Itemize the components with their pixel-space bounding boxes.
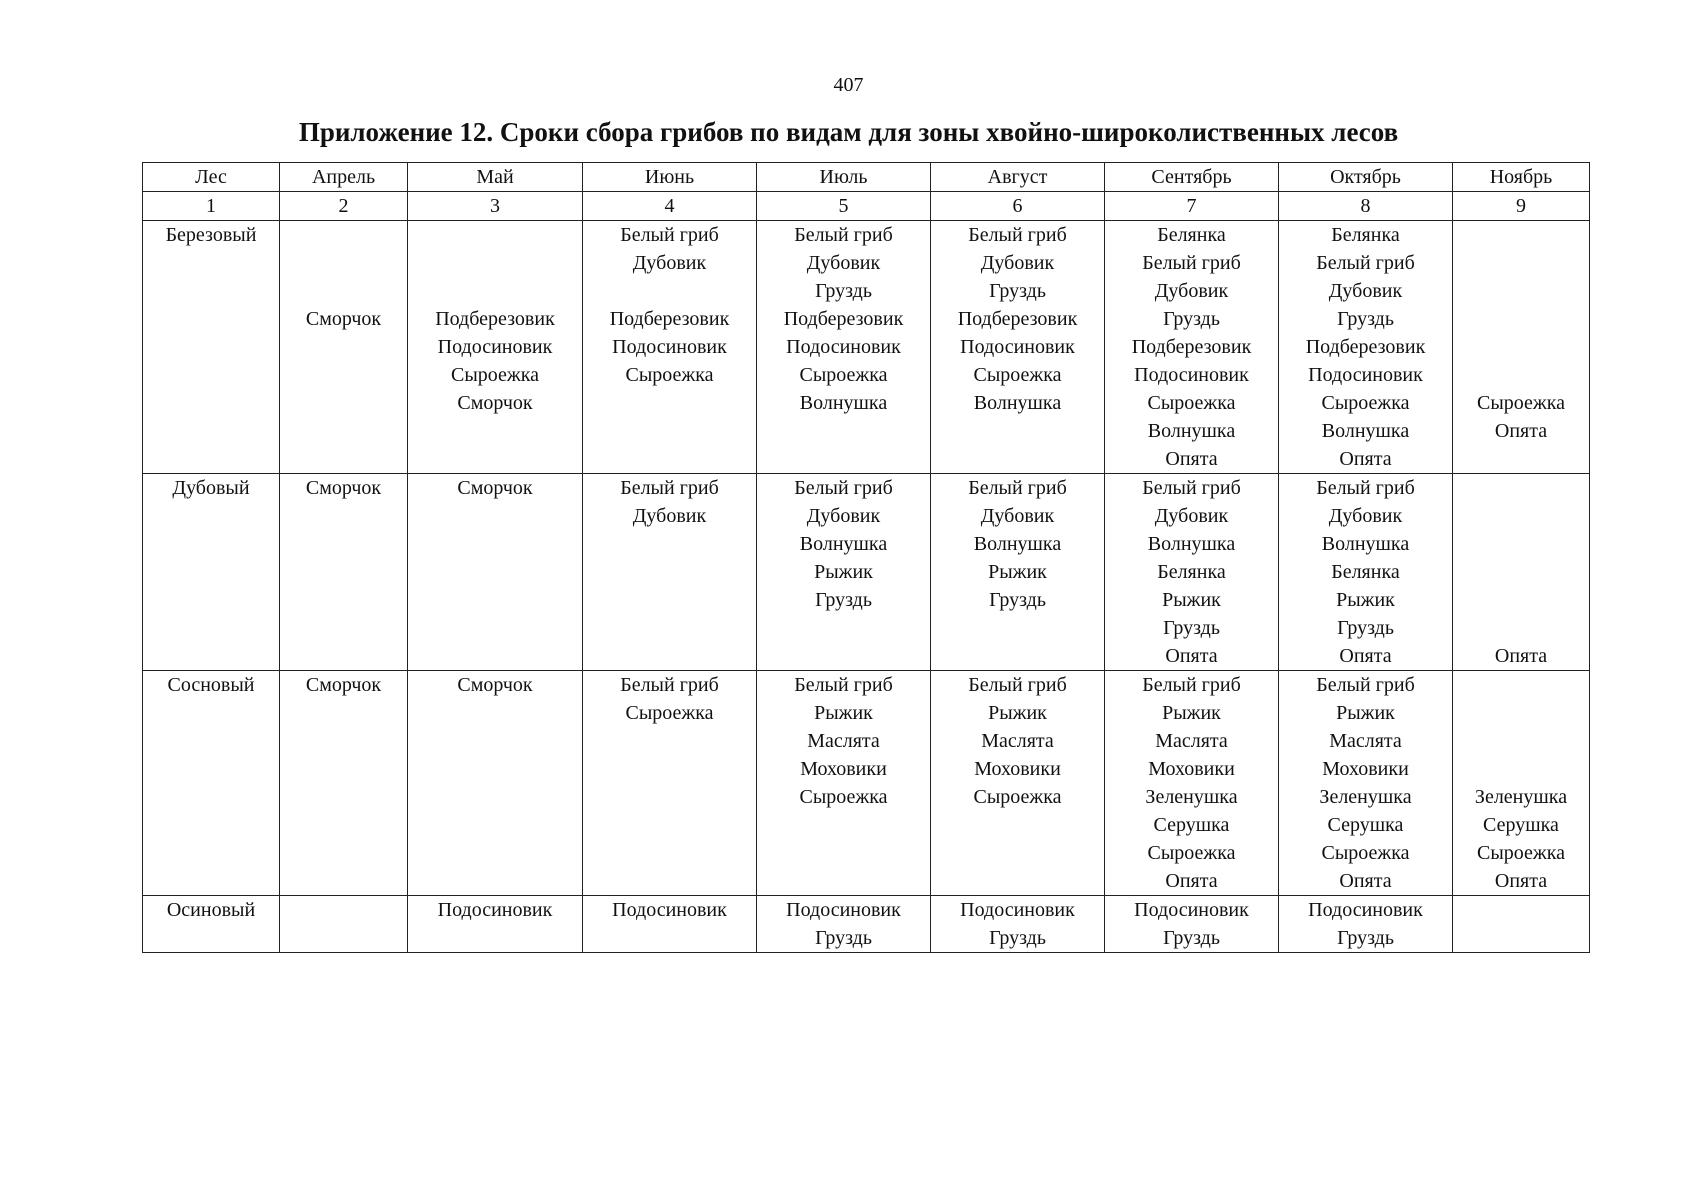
mushroom-name: Подосиновик (1134, 899, 1249, 921)
mushroom-list-cell (1453, 671, 1590, 896)
mushroom-name: Сыроежка (1476, 842, 1565, 864)
mushroom-name: Сыроежка (1476, 392, 1565, 414)
mushroom-list-cell (757, 474, 931, 671)
mushroom-list-cell (1279, 221, 1453, 474)
mushroom-name: Волнушка (973, 392, 1062, 414)
mushroom-name: Подберезовик (1305, 336, 1426, 358)
mushroom-name: Сыроежка (1147, 842, 1236, 864)
mushroom-name (1453, 699, 1589, 727)
mushroom-name: Белый гриб (968, 477, 1067, 499)
mushroom-name: Белый гриб (968, 224, 1067, 246)
mushroom-list-cell (1453, 474, 1590, 671)
mushroom-name: Подберезовик (435, 308, 555, 330)
mushroom-list-cell (1279, 671, 1453, 896)
mushroom-name (280, 249, 407, 277)
mushroom-list-cell (280, 671, 408, 896)
mushroom-name: Моховики (974, 758, 1061, 780)
mushroom-name: Белый гриб (1316, 252, 1415, 274)
mushroom-name: Сморчок (305, 674, 382, 696)
mushroom-name: Волнушка (1147, 533, 1236, 555)
mushroom-name (1453, 333, 1589, 361)
mushroom-name: Груздь (1163, 927, 1220, 949)
mushroom-name: Дубовик (632, 252, 707, 274)
mushroom-name: Рыжик (814, 702, 873, 724)
mushroom-name: Зеленушка (1474, 786, 1568, 808)
table-row (143, 671, 1590, 896)
mushroom-name: Маслята (807, 730, 880, 752)
mushroom-name: Дубовик (806, 505, 881, 527)
mushroom-name: Волнушка (1321, 533, 1410, 555)
mushroom-name: Белянка (1157, 561, 1226, 583)
mushroom-name: Дубовик (1154, 505, 1229, 527)
mushroom-list-cell (757, 671, 931, 896)
mushroom-name (1453, 305, 1589, 333)
column-number-cell: 7 (1105, 192, 1279, 221)
mushroom-list-cell (1105, 474, 1279, 671)
mushroom-name: Дубовик (1328, 280, 1403, 302)
column-number-cell: 5 (757, 192, 931, 221)
mushroom-name: Подосиновик (786, 899, 901, 921)
mushroom-name (1453, 586, 1589, 614)
mushroom-name: Опята (1339, 870, 1392, 892)
forest-type-cell (143, 474, 280, 671)
mushroom-name (1453, 530, 1589, 558)
mushroom-name: Опята (1165, 645, 1218, 667)
mushroom-name: Дубовик (980, 252, 1055, 274)
mushroom-name: Сыроежка (799, 364, 888, 386)
mushroom-name (408, 221, 582, 249)
header-cell: Сентябрь (1105, 163, 1279, 192)
page-number: 407 (833, 74, 864, 96)
column-number-cell: 6 (931, 192, 1105, 221)
mushroom-name: Волнушка (799, 392, 888, 414)
page-title: Приложение 12. Сроки сбора грибов по видам для зоны хвойно-широколиственных лесов (298, 117, 1399, 147)
header-cell: Апрель (280, 163, 408, 192)
header-cell: Август (931, 163, 1105, 192)
mushroom-list-cell (1105, 221, 1279, 474)
mushroom-name: Моховики (800, 758, 887, 780)
mushroom-name: Груздь (815, 589, 872, 611)
mushroom-name: Волнушка (973, 533, 1062, 555)
mushroom-name (408, 249, 582, 277)
mushroom-name: Подосиновик (1134, 364, 1249, 386)
mushroom-list-cell (1453, 221, 1590, 474)
mushroom-name: Белый гриб (968, 674, 1067, 696)
mushroom-name: Сыроежка (625, 364, 714, 386)
mushroom-name: Груздь (815, 280, 872, 302)
mushroom-name: Рыжик (814, 561, 873, 583)
mushroom-name (1453, 614, 1589, 642)
mushroom-name: Дубовик (806, 252, 881, 274)
mushroom-name: Белый гриб (1142, 477, 1241, 499)
mushroom-name: Груздь (1337, 927, 1394, 949)
mushroom-name: Опята (1494, 870, 1548, 892)
header-cell: Ноябрь (1453, 163, 1590, 192)
header-cell: Лес (143, 163, 280, 192)
mushroom-name: Белый гриб (794, 224, 893, 246)
mushroom-name: Сыроежка (1147, 392, 1236, 414)
column-number-cell: 4 (583, 192, 757, 221)
header-cell: Июнь (583, 163, 757, 192)
mushroom-list-cell (931, 221, 1105, 474)
mushroom-name: Белый гриб (1316, 477, 1415, 499)
mushroom-list-cell (931, 474, 1105, 671)
table-row (143, 896, 1590, 953)
mushroom-list-cell (583, 474, 757, 671)
mushroom-list-cell (757, 896, 931, 953)
column-number-cell: 8 (1279, 192, 1453, 221)
mushroom-name: Груздь (1163, 308, 1220, 330)
mushroom-name (1453, 249, 1589, 277)
mushroom-name: Белянка (1331, 561, 1400, 583)
mushroom-name: Дубовик (980, 505, 1055, 527)
mushroom-name: Рыжик (988, 702, 1047, 724)
mushroom-name (1453, 277, 1589, 305)
mushroom-list-cell (931, 671, 1105, 896)
mushroom-name (1453, 502, 1589, 530)
mushroom-name: Подосиновик (960, 336, 1075, 358)
header-row (143, 163, 1590, 192)
mushroom-list-cell (1105, 896, 1279, 953)
mushroom-name: Белый гриб (620, 674, 719, 696)
mushroom-name: Сыроежка (973, 364, 1062, 386)
mushroom-list-cell (1279, 474, 1453, 671)
mushroom-name: Рыжик (1162, 589, 1221, 611)
mushroom-name: Груздь (1163, 617, 1220, 639)
mushroom-name: Рыжик (1162, 702, 1221, 724)
mushroom-list-cell (757, 221, 931, 474)
mushroom-name (1453, 221, 1589, 249)
mushroom-list-cell (583, 221, 757, 474)
mushroom-name: Зеленушка (1145, 786, 1238, 808)
mushroom-name: Опята (1165, 870, 1218, 892)
table-row (143, 221, 1590, 474)
mushroom-name: Опята (1494, 645, 1548, 667)
mushroom-name: Сыроежка (450, 364, 539, 386)
mushroom-list-cell (408, 896, 583, 953)
mushroom-name: Белый гриб (1142, 674, 1241, 696)
mushroom-list-cell (583, 671, 757, 896)
mushroom-name: Подосиновик (437, 336, 553, 358)
mushroom-name: Подосиновик (960, 899, 1075, 921)
mushroom-name: Сморчок (457, 392, 533, 414)
header-cell: Октябрь (1279, 163, 1453, 192)
mushroom-name: Серушка (1483, 814, 1559, 836)
mushroom-name: Подберезовик (783, 308, 904, 330)
mushroom-name: Сморчок (457, 477, 533, 499)
mushroom-name: Белый гриб (794, 674, 893, 696)
mushroom-name: Маслята (1329, 730, 1402, 752)
column-number-row (143, 192, 1590, 221)
mushroom-name: Сыроежка (1321, 392, 1410, 414)
mushroom-name: Опята (1339, 448, 1392, 470)
mushroom-name: Груздь (1337, 617, 1394, 639)
mushroom-name: Опята (1165, 448, 1218, 470)
column-number-cell: 9 (1453, 192, 1590, 221)
mushroom-name: Рыжик (1336, 589, 1395, 611)
mushroom-name: Белянка (1157, 224, 1226, 246)
mushroom-list-cell (280, 221, 408, 474)
mushroom-list-cell (1105, 671, 1279, 896)
header-cell: Май (408, 163, 583, 192)
mushroom-name: Опята (1494, 420, 1548, 442)
header-cell: Июль (757, 163, 931, 192)
mushroom-name: Сыроежка (625, 702, 714, 724)
mushroom-name: Сморчок (305, 308, 382, 330)
mushroom-name: Белянка (1331, 224, 1400, 246)
mushroom-name: Белый гриб (620, 477, 719, 499)
forest-type-label: Осиновый (166, 899, 256, 921)
mushroom-name: Зеленушка (1319, 786, 1412, 808)
forest-type-label: Дубовый (172, 477, 250, 499)
mushroom-name: Дубовик (1328, 505, 1403, 527)
mushroom-name: Подосиновик (437, 899, 553, 921)
mushroom-name: Груздь (1337, 308, 1394, 330)
mushroom-name: Сморчок (457, 674, 533, 696)
forest-type-label: Березовый (165, 224, 257, 246)
forest-type-cell (143, 896, 280, 953)
mushroom-name (1453, 474, 1589, 502)
mushroom-name: Груздь (989, 280, 1046, 302)
mushroom-name: Опята (1339, 645, 1392, 667)
mushroom-name: Груздь (989, 589, 1046, 611)
mushroom-name (280, 221, 407, 249)
mushroom-name: Груздь (989, 927, 1046, 949)
mushroom-name: Сморчок (305, 477, 382, 499)
mushroom-list-cell (1453, 896, 1590, 953)
mushroom-name (1453, 558, 1589, 586)
mushroom-name: Подберезовик (957, 308, 1078, 330)
mushroom-name: Подосиновик (1308, 899, 1423, 921)
mushroom-name: Дубовик (1154, 280, 1229, 302)
mushroom-list-cell (280, 896, 408, 953)
mushroom-list-cell (931, 896, 1105, 953)
mushroom-list-cell (280, 474, 408, 671)
mushroom-name: Подберезовик (1131, 336, 1252, 358)
mushroom-name (408, 277, 582, 305)
mushroom-name (1453, 671, 1589, 699)
mushroom-name: Белый гриб (1316, 674, 1415, 696)
mushroom-list-cell (1279, 896, 1453, 953)
column-number-cell: 2 (280, 192, 408, 221)
mushroom-name: Подберезовик (609, 308, 730, 330)
mushroom-name: Дубовик (632, 505, 707, 527)
table-body (143, 221, 1590, 953)
mushroom-name: Сыроежка (973, 786, 1062, 808)
mushroom-name: Подосиновик (612, 899, 727, 921)
mushroom-list-cell (583, 896, 757, 953)
mushroom-name: Рыжик (988, 561, 1047, 583)
mushroom-name (1453, 755, 1589, 783)
mushroom-name: Подосиновик (786, 336, 901, 358)
mushroom-name: Маслята (981, 730, 1054, 752)
forest-type-cell (143, 221, 280, 474)
mushroom-name: Моховики (1148, 758, 1235, 780)
mushroom-name: Волнушка (799, 533, 888, 555)
table-row (143, 474, 1590, 671)
column-number-cell: 3 (408, 192, 583, 221)
mushroom-name: Серушка (1327, 814, 1404, 836)
mushroom-name: Рыжик (1336, 702, 1395, 724)
mushroom-list-cell (408, 671, 583, 896)
mushroom-name (583, 277, 756, 305)
forest-type-label: Сосновый (167, 674, 255, 696)
mushroom-name: Белый гриб (1142, 252, 1241, 274)
mushroom-name: Маслята (1155, 730, 1228, 752)
column-number-cell: 1 (143, 192, 280, 221)
mushroom-name: Подосиновик (1308, 364, 1423, 386)
mushroom-list-cell (408, 221, 583, 474)
mushroom-name: Подосиновик (612, 336, 727, 358)
mushroom-name: Моховики (1322, 758, 1409, 780)
mushroom-name: Белый гриб (794, 477, 893, 499)
mushroom-name: Белый гриб (620, 224, 719, 246)
mushroom-name (280, 277, 407, 305)
mushroom-name: Серушка (1153, 814, 1230, 836)
mushroom-name: Сыроежка (799, 786, 888, 808)
mushroom-harvest-table (142, 162, 1590, 953)
mushroom-name: Груздь (815, 927, 872, 949)
mushroom-list-cell (408, 474, 583, 671)
mushroom-name: Волнушка (1321, 420, 1410, 442)
mushroom-name: Сыроежка (1321, 842, 1410, 864)
forest-type-cell (143, 671, 280, 896)
mushroom-name (1453, 727, 1589, 755)
mushroom-name: Волнушка (1147, 420, 1236, 442)
mushroom-name (1453, 361, 1589, 389)
